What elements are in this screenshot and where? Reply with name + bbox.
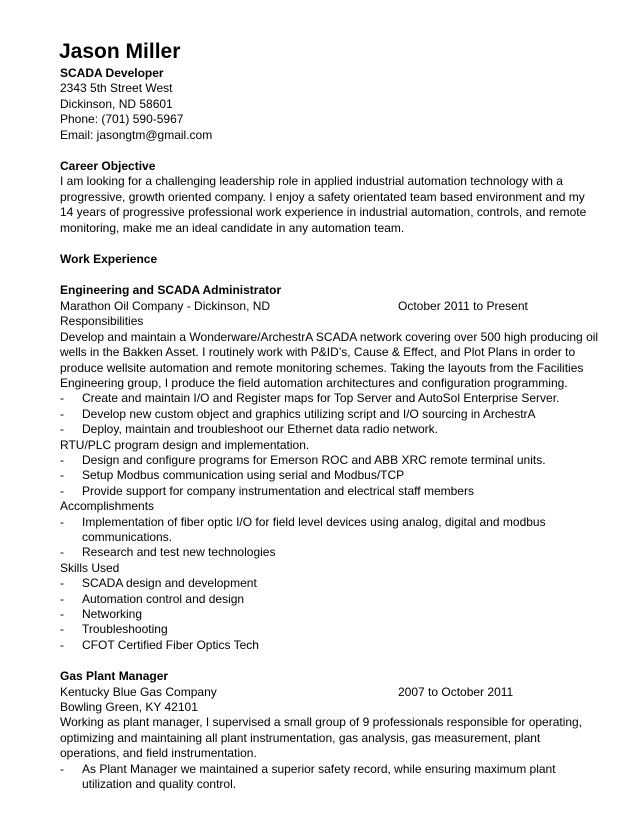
responsibility-bullets (60, 391, 580, 437)
rtu-label: RTU/PLC program design and implementation. (60, 437, 310, 452)
job-dates: October 2011 to Present (398, 298, 528, 313)
work-experience-heading: Work Experience (60, 252, 158, 267)
objective-line: progressive, growth oriented company. I enjoy a safety orientated team based environment and my (60, 189, 585, 204)
job-title: Engineering and SCADA Administrator (60, 283, 282, 298)
list-item: - Troubleshooting (60, 622, 168, 637)
resume-page (59, 38, 599, 792)
skills-label: Skills Used (60, 560, 120, 575)
job-entry-1 (60, 283, 599, 653)
job-company-row (60, 685, 580, 700)
objective-heading: Career Objective (60, 159, 156, 174)
job-company: Marathon Oil Company - Dickinson, ND (60, 298, 271, 313)
list-item: - Networking (60, 607, 143, 621)
address-line-2: Dickinson, ND 58601 (60, 96, 173, 111)
job-title: Gas Plant Manager (60, 669, 169, 684)
list-item: - As Plant Manager we maintained a superior safety record, while ensuring maximum plant utilization and quality control. (60, 761, 556, 792)
objective-text (60, 174, 587, 236)
objective-line: 14 years of progressive professional work experience in industrial automation, controls, and remote (60, 205, 587, 220)
job-dates: 2007 to October 2011 (398, 684, 514, 699)
objective-line: I am looking for a challenging leadership role in applied industrial automation technology with a (60, 174, 563, 189)
address-line-1: 2343 5th Street West (60, 81, 173, 96)
responsibility-line: produce wellsite automation and remote monitoring schemes. Taking the layouts from the Facilities (60, 360, 584, 375)
list-item: - Research and test new technologies (60, 545, 276, 560)
responsibility-line: Develop and maintain a Wonderware/ArchestrA SCADA network covering over 500 high producing oil (60, 329, 599, 344)
list-item: - Create and maintain I/O and Register maps for Top Server and AutoSol Enterprise Server. (60, 391, 560, 406)
phone: Phone: (701) 590-5967 (60, 112, 184, 127)
job-description-line: optimizing and maintaining all plant instrumentation, gas analysis, gas measurement, plant (60, 730, 541, 745)
list-item: - Setup Modbus communication using serial and Modbus/TCP (60, 468, 405, 483)
list-item: - Automation control and design (60, 591, 245, 606)
candidate-title: SCADA Developer (60, 66, 164, 80)
list-item: - Provide support for company instrumentation and electrical staff members (60, 483, 474, 498)
skills-bullets (60, 576, 580, 653)
list-item: - Develop new custom object and graphics utilizing script and I/O sourcing in ArchestrA (60, 406, 536, 421)
list-item: - CFOT Certified Fiber Optics Tech (60, 637, 259, 652)
email: Email: jasongtm@gmail.com (60, 127, 213, 142)
rtu-bullets (60, 453, 580, 499)
accomplishments-label: Accomplishments (60, 499, 155, 514)
job-company: Kentucky Blue Gas Company (60, 684, 217, 699)
list-item: - Implementation of fiber optic I/O for field level devices using analog, digital and modbus communications. (60, 514, 546, 544)
job-description-line: operations, and field instrumentation. (60, 746, 257, 761)
job-company-row (60, 299, 580, 314)
job-location: Bowling Green, KY 42101 (60, 700, 198, 715)
list-item: - SCADA design and development (60, 576, 257, 591)
job-description-line: Working as plant manager, I supervised a small group of 9 professionals responsible for operating, (60, 715, 583, 730)
accomplishment-bullets (60, 515, 580, 561)
list-item: - Design and configure programs for Emerson ROC and ABB XRC remote terminal units. (60, 452, 546, 467)
job-entry-2 (60, 669, 583, 792)
responsibility-line: Engineering group, I produce the field automation architectures and configuration programming. (60, 375, 568, 390)
job2-bullets (60, 762, 580, 793)
candidate-name: Jason Miller (59, 40, 181, 63)
list-item: - Deploy, maintain and troubleshoot our Ethernet data radio network. (60, 422, 438, 437)
objective-line: monitoring, make me an ideal candidate in any automation team. (60, 220, 405, 235)
responsibility-line: wells in the Bakken Asset. I routinely work with P&ID’s, Cause & Effect, and Plot Plans in order to (60, 345, 576, 360)
responsibilities-label: Responsibilities (60, 314, 144, 329)
